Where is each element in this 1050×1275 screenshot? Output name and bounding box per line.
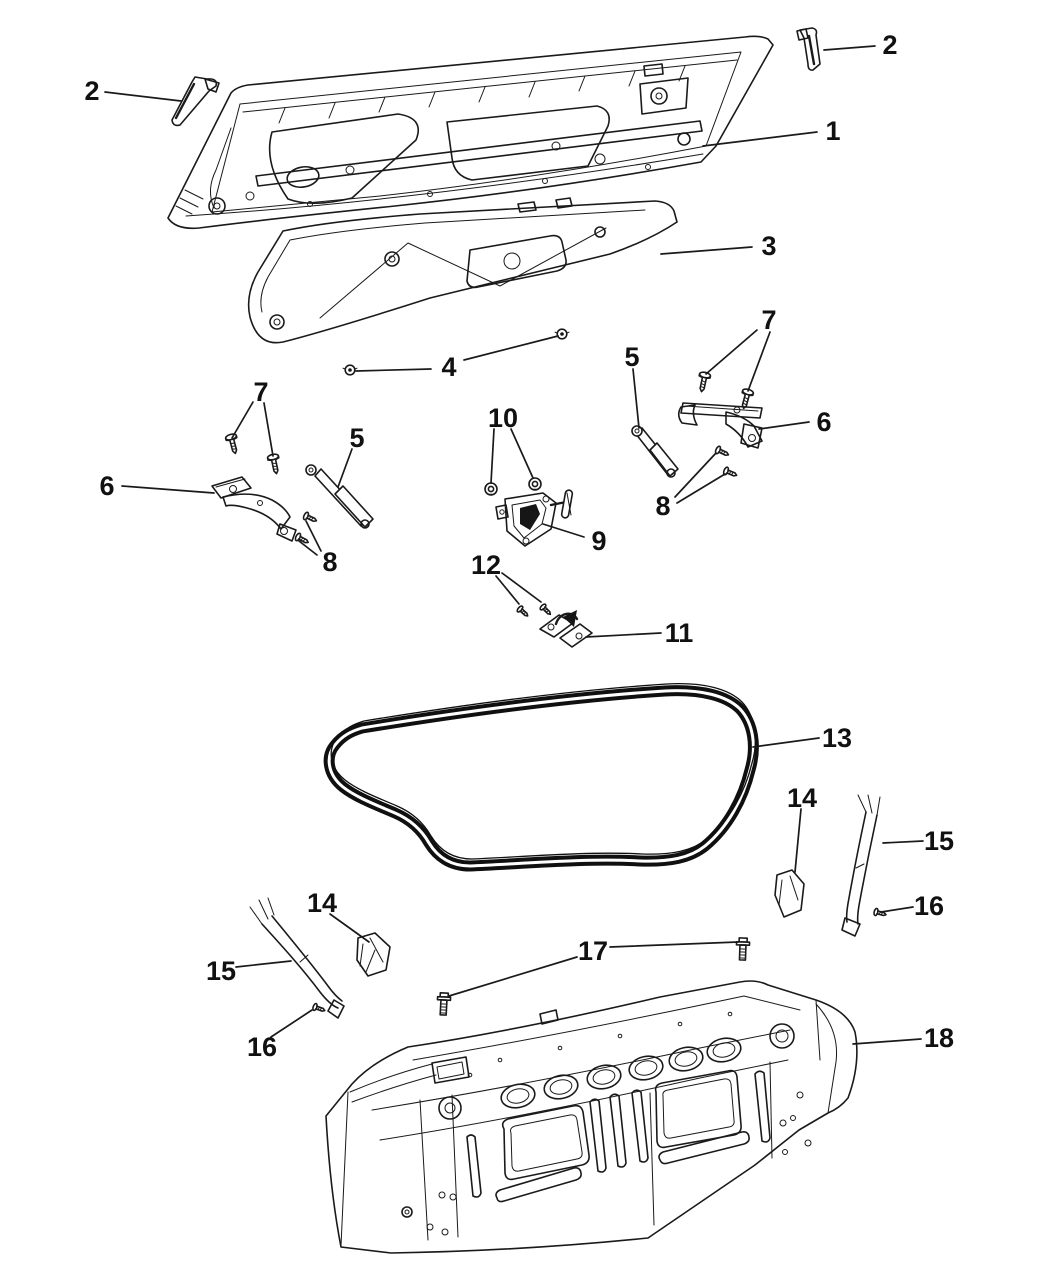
callout-2-left: 2: [84, 76, 100, 106]
callout-4: 4: [441, 352, 457, 382]
callout-8-left: 8: [322, 547, 338, 577]
callout-8-right: 8: [655, 491, 671, 521]
callout-1: 1: [825, 116, 841, 146]
callout-17: 17: [577, 936, 609, 966]
callout-15-right: 15: [923, 826, 955, 856]
latch-nut-right: [529, 478, 541, 490]
callout-3: 3: [761, 231, 777, 261]
latch-nut-left: [485, 483, 497, 495]
callout-5-right: 5: [624, 342, 640, 372]
callout-16-left: 16: [246, 1032, 278, 1062]
callout-18: 18: [923, 1023, 955, 1053]
callout-6-right: 6: [816, 407, 832, 437]
callout-14-left: 14: [306, 888, 338, 918]
callout-11: 11: [664, 618, 694, 648]
callout-2-right: 2: [882, 30, 898, 60]
callout-15-left: 15: [205, 956, 237, 986]
callout-7-left: 7: [253, 377, 269, 407]
callout-6-left: 6: [99, 471, 115, 501]
callout-5-left: 5: [349, 423, 365, 453]
callout-12: 12: [470, 550, 502, 580]
callout-16-right: 16: [913, 891, 945, 921]
callout-9: 9: [591, 526, 607, 556]
callout-7-right: 7: [761, 305, 777, 335]
callout-14-right: 14: [786, 783, 818, 813]
callout-13: 13: [821, 723, 853, 753]
callout-10: 10: [487, 403, 519, 433]
